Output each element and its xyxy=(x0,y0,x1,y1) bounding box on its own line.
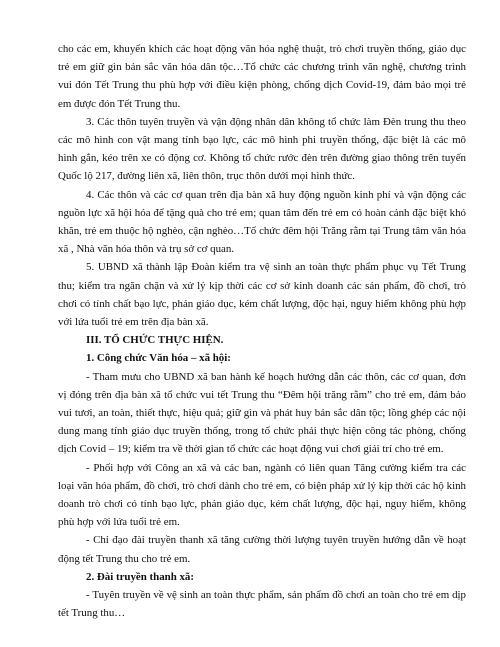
subsection-heading-culture-officer: 1. Công chức Văn hóa – xã hội: xyxy=(86,352,231,365)
paragraph-culture-task-2: - Phối hợp với Công an xã và các ban, ngành có liên quan Tăng cường kiểm tra các loại văn hóa phẩm, đồ chơi, trò chơi dành cho trẻ em, có biện pháp xử lý kịp thời các hộ kinh doanh trò chơi có tính bạo lực, phản giáo dục, kém chất lượng, độc hại, nguy hiểm, không phù hợp với lứa tuổi trẻ em. xyxy=(58,461,466,529)
paragraph-intro: cho các em, khuyến khích các hoạt động văn hóa nghệ thuật, trò chơi truyền thống, giáo dục trẻ em giữ gìn bản sắc văn hóa dân tộc…Tổ chức các chương trình văn nghệ, chương trình vui đón Tết Trung thu phù hợp với điều kiện phòng, chống dịch Covid-19, đảm bảo mọi trẻ em được đón Tết Trung thu. xyxy=(58,43,466,110)
paragraph-item-4: 4. Các thôn và các cơ quan trên địa bàn xã huy động nguồn kinh phí và vận động các nguồn lực xã hội hóa để tặng quà cho trẻ em; quan tâm đến trẻ em có hoàn cảnh đặc biệt khó khăn, trẻ em thuộc hộ nghèo, cận nghèo…Tổ chức đêm hội Trăng rằm tại Trung tâm văn hóa xã , Nhà văn hóa thôn và trụ sở cơ quan. xyxy=(58,188,466,256)
section-heading-implementation: III. TỔ CHỨC THỰC HIỆN. xyxy=(86,334,224,347)
paragraph-item-5: 5. UBND xã thành lập Đoàn kiểm tra vệ sinh an toàn thực phẩm phục vụ Tết Trung thu; kiểm tra ngăn chặn và xử lý kịp thời các cơ sở kinh doanh các sản phẩm, đồ chơi, trò chơi có tính chất bạo lực, phản giáo dục, kém chất lượng, độc hại, nguy hiểm không phù hợp với lứa tuổi trẻ em trên địa bàn xã. xyxy=(58,261,466,329)
paragraph-culture-task-3: - Chỉ đạo đài truyền thanh xã tăng cường thời lượng tuyên truyền hướng dẫn về hoạt động tết Trung thu cho trẻ em. xyxy=(58,534,466,565)
subsection-heading-radio-station: 2. Đài truyền thanh xã: xyxy=(86,570,195,583)
paragraph-item-3: 3. Các thôn tuyên truyền và vận động nhân dân không tổ chức làm Đèn trung thu theo các mô hình con vật mang tính bạo lực, các mô hình phi truyền thống, đặc biệt là các mô hình gắn, kéo trên xe có động cơ. Không tổ chức rước đèn trên đường giao thông trên tuyến Quốc lộ 217, đường liên xã, liên thôn, trục thôn dưới mọi hình thức. xyxy=(58,115,466,183)
paragraph-radio-task-1: - Tuyên truyền về vệ sinh an toàn thực phẩm, sản phẩm đồ chơi an toàn cho trẻ em dịp tết Trung thu… xyxy=(58,589,466,620)
paragraph-culture-task-1: - Tham mưu cho UBND xã ban hành kế hoạch hướng dẫn các thôn, các cơ quan, đơn vị đóng trên địa bàn xã tổ chức vui tết Trung thu “Đêm hội trăng rằm” cho trẻ em, đảm bảo vui tươi, an toàn, thiết thực, hiệu quả; giữ gìn và phát huy bản sắc dân tộc; lồng ghép các nội dung mang tính giáo dục truyền thống, trong tổ chức phải thực hiện công tác phòng, chống dịch Covid – 19; kiểm tra về thời gian tổ chức các hoạt động vui chơi giải trí cho trẻ em. xyxy=(58,370,466,456)
